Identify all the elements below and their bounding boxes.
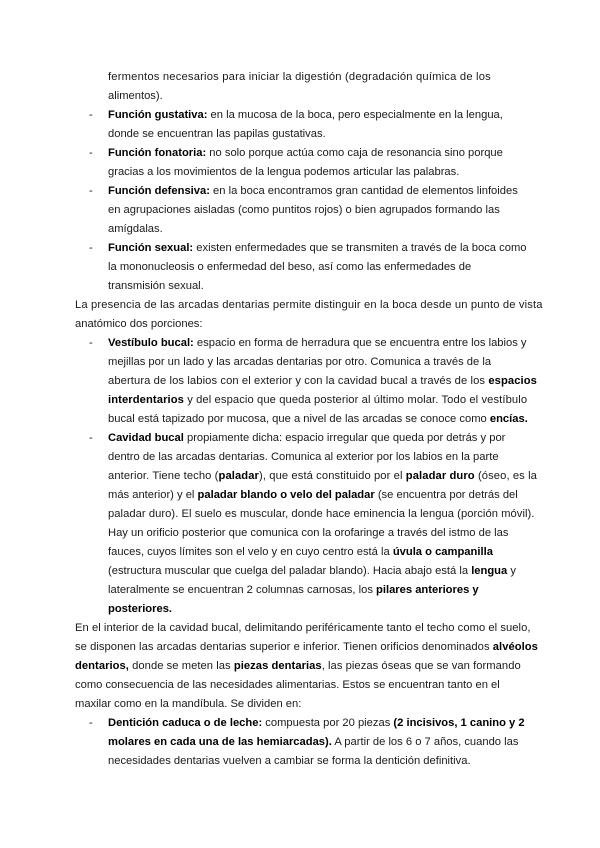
text-line — [108, 374, 537, 388]
bold-term: posteriores. — [108, 603, 173, 615]
text-run: amígdalas. — [108, 223, 163, 235]
text-line — [75, 659, 521, 673]
text-line — [108, 165, 459, 179]
text-run: La presencia de las arcadas dentarias permite distinguir en la boca desde un punto de vista — [75, 299, 543, 311]
bold-term: (2 incisivos, 1 canino y 2 — [393, 717, 525, 729]
text-run: necesidades dentarias vuelven a cambiar se forma la dentición definitiva. — [108, 755, 471, 767]
text-line — [108, 583, 479, 597]
text-line — [108, 241, 527, 255]
text-run: , las piezas óseas que se van formando — [321, 660, 521, 672]
bold-term: Función defensiva: — [108, 185, 210, 197]
bold-term: Función fonatoria: — [108, 147, 207, 159]
text-run: más anterior) y el — [108, 489, 198, 501]
list-bullet: - — [89, 242, 93, 254]
bold-term: lengua — [471, 565, 508, 577]
text-line — [108, 184, 518, 198]
text-run: A partir de los 6 o 7 años, cuando las — [331, 736, 519, 748]
text-run: transmisión sexual. — [108, 280, 204, 292]
text-line — [108, 526, 508, 540]
bold-term: interdentarios — [108, 394, 184, 406]
text-line — [75, 621, 531, 635]
bold-term: molares en cada una de las hemiarcadas). — [108, 736, 332, 748]
text-line — [108, 507, 534, 521]
bold-term: Función gustativa: — [108, 109, 208, 121]
list-bullet: - — [89, 147, 93, 159]
text-run: abertura de los labios con el exterior y con la cavidad bucal a través de los — [108, 375, 489, 387]
text-run: donde se encuentran las papilas gustativas. — [108, 128, 326, 140]
text-run: y — [507, 565, 516, 577]
text-run: Hay un orificio posterior que comunica con la orofaringe a través del istmo de las — [108, 527, 509, 539]
text-line — [108, 488, 518, 502]
bold-term: úvula o campanilla — [392, 546, 493, 558]
text-line — [108, 108, 503, 122]
text-line — [108, 564, 516, 578]
text-run: lateralmente se encuentran 2 columnas carnosas, los — [108, 584, 377, 596]
text-run: en la mucosa de la boca, pero especialmente en la lengua, — [207, 109, 503, 121]
text-line — [108, 450, 499, 464]
text-run: fermentos necesarios para iniciar la digestión (degradación química de los — [108, 71, 491, 83]
text-run: la mononucleosis o enfermedad del beso, así como las enfermedades de — [108, 261, 472, 273]
text-run: fauces, cuyos límites son el velo y en cuyo centro está la — [108, 546, 393, 558]
text-line — [108, 70, 491, 84]
list-bullet: - — [89, 337, 93, 349]
text-line — [108, 545, 493, 559]
text-run: alimentos). — [108, 90, 163, 102]
text-line — [75, 317, 203, 331]
bold-term: dentarios, — [75, 660, 129, 672]
text-line — [108, 222, 163, 236]
text-line — [108, 336, 527, 350]
text-line — [108, 469, 537, 483]
bold-term: paladar duro — [405, 470, 475, 482]
list-bullet: - — [89, 185, 93, 197]
bold-term: Función sexual: — [108, 242, 194, 254]
text-run: bucal está tapizado por mucosa, que a nivel de las arcadas se conoce como — [108, 413, 490, 425]
text-line — [108, 260, 471, 274]
text-run: (óseo, es la — [474, 470, 537, 482]
text-line — [108, 355, 491, 369]
text-run: y del espacio que queda posterior al último molar. Todo el vestíbulo — [184, 394, 528, 406]
text-run: anatómico dos porciones: — [75, 318, 203, 330]
text-line — [108, 279, 204, 293]
list-bullet: - — [89, 432, 93, 444]
text-line — [108, 393, 527, 407]
text-line — [75, 678, 500, 692]
list-bullet: - — [89, 109, 93, 121]
bold-term: encías. — [489, 413, 528, 425]
text-run: se disponen las arcadas dentarias superior e inferior. Tienen orificios denominados — [75, 641, 493, 653]
text-line — [108, 431, 505, 445]
bold-term: espacios — [488, 375, 537, 387]
bold-term: pilares anteriores y — [376, 584, 479, 596]
text-run: en agrupaciones aisladas (como puntitos rojos) o bien agrupados formando las — [108, 204, 500, 216]
text-run: espacio en forma de herradura que se encuentra entre los labios y — [193, 337, 527, 349]
text-run: gracias a los movimientos de la lengua podemos articular las palabras. — [108, 166, 460, 178]
bold-term: Dentición caduca o de leche: — [108, 717, 263, 729]
text-run: anterior. Tiene techo ( — [108, 470, 219, 482]
text-run: dentro de las arcadas dentarias. Comunica al exterior por los labios en la parte — [108, 451, 499, 463]
text-run: en la boca encontramos gran cantidad de elementos linfoides — [209, 185, 518, 197]
text-run: compuesta por 20 piezas — [262, 717, 394, 729]
text-run: (estructura muscular que cuelga del paladar blando). Hacia abajo está la — [108, 565, 472, 577]
text-line — [75, 298, 543, 312]
text-run: como consecuencia de las necesidades alimentarias. Estos se encuentran tanto en el — [75, 679, 500, 691]
text-run: existen enfermedades que se transmiten a través de la boca como — [193, 242, 527, 254]
text-run: (se encuentra por detrás del — [374, 489, 518, 501]
bold-term: Vestíbulo bucal: — [108, 337, 194, 349]
text-line — [108, 602, 172, 616]
text-run: paladar duro). El suelo es muscular, donde hace eminencia la lengua (porción móvil). — [108, 508, 535, 520]
bold-term: piezas dentarias — [233, 660, 322, 672]
text-line — [108, 716, 525, 730]
bold-term: paladar blando o velo del paladar — [197, 489, 375, 501]
text-line — [75, 697, 301, 711]
text-run: donde se meten las — [128, 660, 234, 672]
text-run: En el interior de la cavidad bucal, delimitando periféricamente tanto el techo como el suelo, — [75, 622, 531, 634]
text-run: no solo porque actúa como caja de resonancia sino porque — [206, 147, 503, 159]
text-line — [75, 640, 538, 654]
text-run: maxilar como en la mandíbula. Se dividen en: — [75, 698, 302, 710]
text-run: propiamente dicha: espacio irregular que queda por detrás y por — [183, 432, 506, 444]
bold-term: paladar — [218, 470, 260, 482]
text-run: ), que está constituido por el — [259, 470, 406, 482]
bold-term: alvéolos — [492, 641, 538, 653]
text-line — [108, 127, 326, 141]
bold-term: Cavidad bucal — [108, 432, 184, 444]
text-line — [108, 89, 163, 103]
text-line — [108, 735, 518, 749]
list-bullet: - — [89, 717, 93, 729]
text-line — [108, 146, 503, 160]
text-line — [108, 203, 500, 217]
text-line — [108, 754, 471, 768]
text-line — [108, 412, 528, 426]
text-run: mejillas por un lado y las arcadas dentarias por otro. Comunica a través de la — [108, 356, 492, 368]
